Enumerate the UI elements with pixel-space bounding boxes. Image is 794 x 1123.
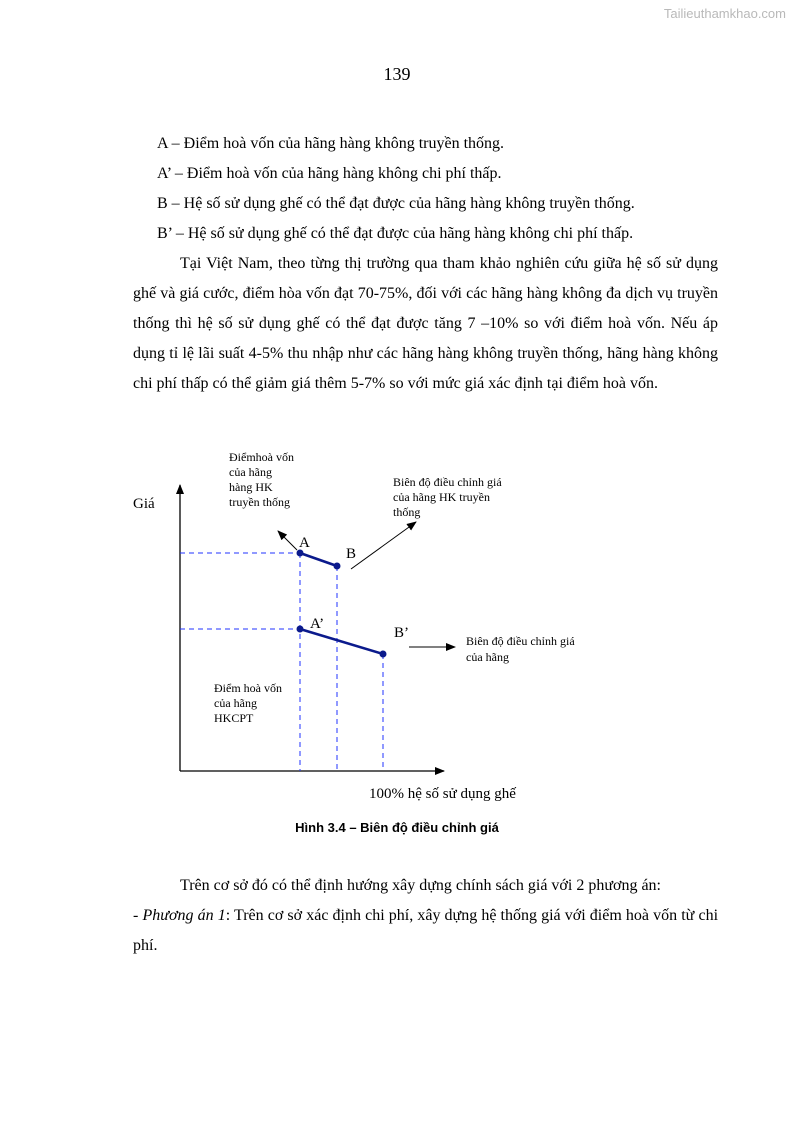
arrow-traditional-range: [351, 522, 416, 569]
point-b: [334, 563, 341, 570]
option-prefix: -: [133, 907, 143, 924]
label-b: B: [346, 546, 357, 562]
point-b-prime: [380, 651, 387, 658]
paragraph-breakeven-analysis: Tại Việt Nam, theo từng thị trường qua tham khảo nghiên cứu giữa hệ số sử dụng ghế và giá cước, điểm hòa vốn đạt 70-75%, đối với các hãng hàng không đa dịch vụ truyền thống thì hệ số sử dụng ghế có thể đạt được tăng 7 –10% so với điểm hoà vốn. Nếu áp dụng tỉ lệ lãi suất 4-5% thu nhập như các hãng hàng không truyền thống, hãng hàng không chi phí thấp có thể giảm giá thêm 5-7% so với mức giá xác định tại điểm hoà vốn.: [133, 255, 718, 392]
traditional-airline-segment: [300, 553, 337, 566]
label-a-prime: A’: [310, 616, 325, 632]
point-a-prime: [297, 626, 304, 633]
guide-lines: [180, 553, 383, 771]
option-name: Phương án 1: [142, 907, 226, 924]
annotation-traditional-range: Biên độ điều chỉnh giá của hãng HK truyền thống: [393, 475, 502, 519]
low-cost-airline-segment: [300, 629, 383, 654]
figure-caption: Hình 3.4 – Biên độ điều chỉnh giá: [295, 820, 499, 835]
x-axis-label: 100% hệ số sử dụng ghế: [369, 786, 516, 802]
annotation-lcc-breakeven: Điểm hoà vốn của hãng HKCPT: [214, 681, 282, 725]
label-a: A: [299, 535, 310, 551]
definition-list: [157, 131, 635, 251]
annotation-lcc-range: Biên độ điều chỉnh giá của hãng: [466, 634, 575, 664]
definition-item: A – Điểm hoà vốn của hãng hàng không truyền thống.: [157, 135, 505, 152]
annotation-traditional-breakeven: Điểmhoà vốn của hãng hàng HK truyền thống: [229, 450, 294, 509]
option-text: : Trên cơ sở xác định chi phí, xây dựng hệ thống giá với điểm hoà vốn từ chi phí.: [133, 907, 719, 954]
definition-item: B – Hệ số sử dụng ghế có thể đạt được của hãng hàng không truyền thống.: [157, 195, 635, 212]
y-axis-label: Giá: [133, 496, 155, 512]
paragraph-pricing-policy: Trên cơ sở đó có thể định hướng xây dựng chính sách giá với 2 phương án:: [180, 877, 661, 894]
arrow-traditional-breakeven: [278, 531, 297, 550]
definition-item: A’ – Điểm hoà vốn của hãng hàng không chi phí thấp.: [157, 165, 502, 182]
paragraph-option-1: [133, 901, 718, 961]
definition-item: B’ – Hệ số sử dụng ghế có thể đạt được của hãng hàng không chi phí thấp.: [157, 225, 634, 242]
watermark: Tailieuthamkhao.com: [663, 6, 786, 21]
page-number: 139: [383, 64, 411, 84]
label-b-prime: B’: [394, 625, 409, 641]
price-range-figure: [0, 440, 794, 810]
